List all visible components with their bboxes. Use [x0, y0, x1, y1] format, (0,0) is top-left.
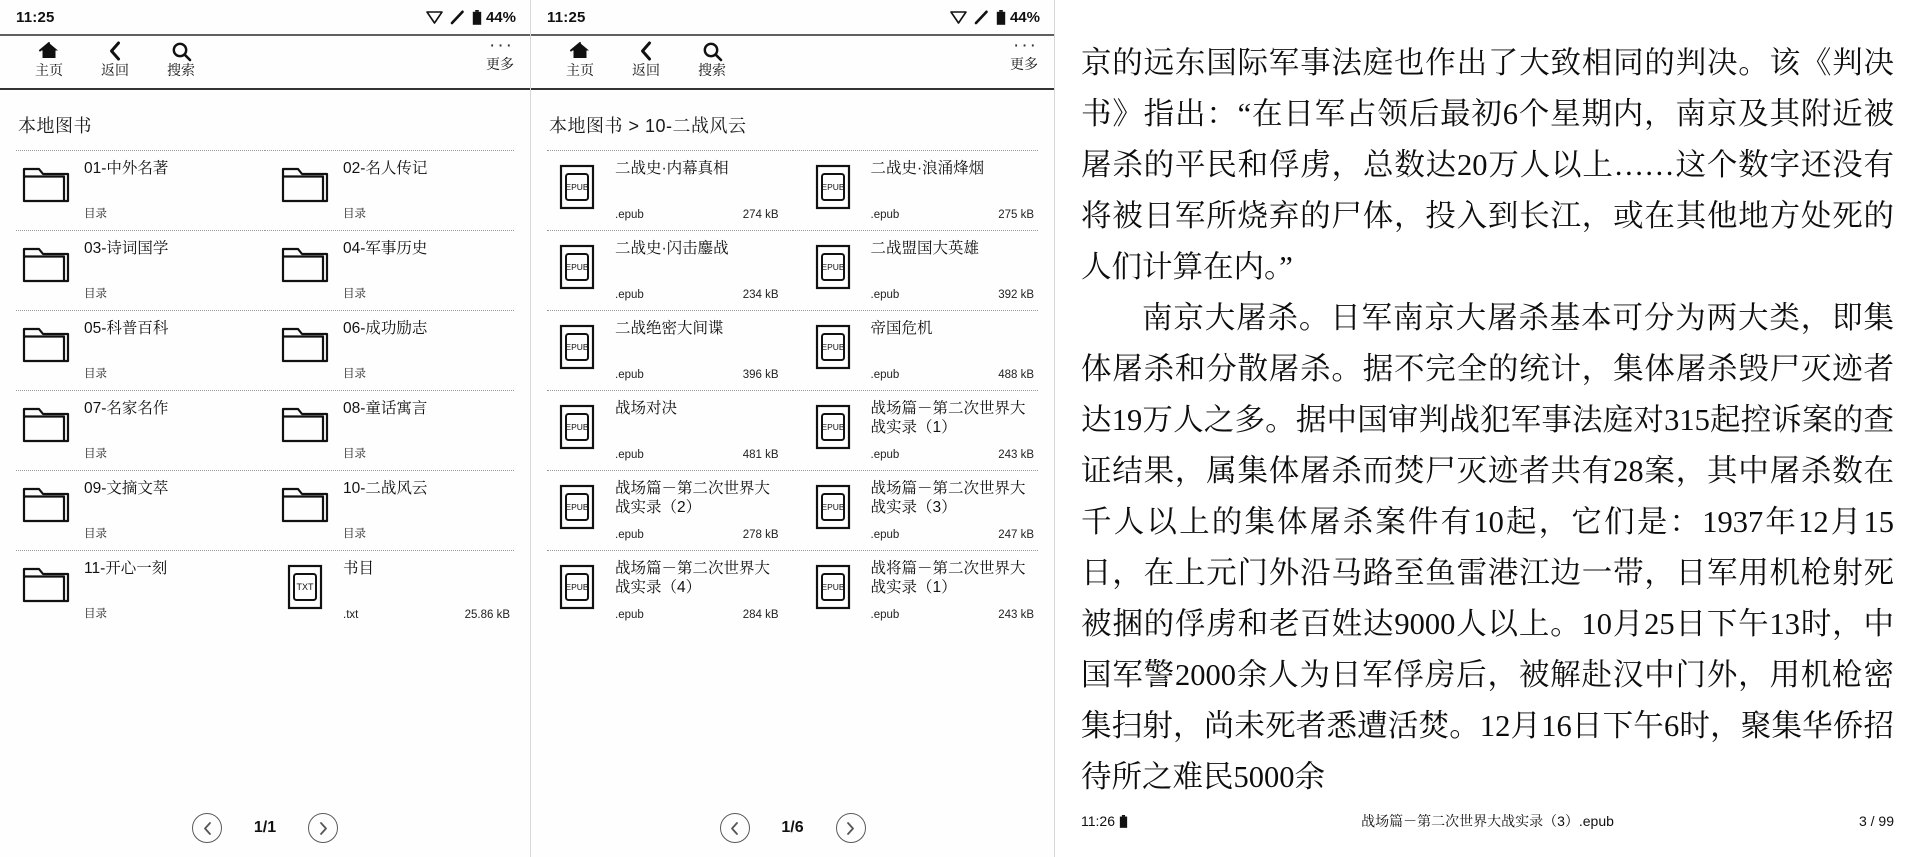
file-name: 战场篇－第二次世界大战实录（3）: [870, 480, 1026, 516]
file-size: 392 kB: [998, 289, 1034, 301]
reader-text: [1081, 0, 1894, 799]
file-meta: [343, 435, 510, 461]
file-type: 目录: [84, 288, 107, 300]
file-meta: [615, 359, 779, 381]
file-item-body: [615, 160, 779, 221]
file-item-body: [615, 240, 779, 301]
reader-footer-left: [1081, 813, 1281, 829]
folder-icon: [22, 564, 70, 604]
epub-file-icon: [815, 484, 851, 530]
file-item-body: [343, 240, 510, 301]
file-meta: [84, 435, 251, 461]
folder-icon: [22, 404, 70, 444]
folder-icon: [22, 484, 70, 524]
prev-page-button[interactable]: [720, 813, 750, 843]
file-name: 04-军事历史: [343, 240, 428, 257]
pagination: [531, 813, 1054, 843]
file-icon-wrap: [20, 480, 72, 524]
file-meta: [615, 199, 779, 221]
svg-text:EPUB: EPUB: [820, 502, 845, 512]
file-meta: [871, 599, 1035, 621]
prev-page-button[interactable]: [192, 813, 222, 843]
file-item-body: [84, 240, 251, 301]
pen-icon: [450, 10, 465, 25]
file-name: 二战史·内幕真相: [615, 160, 729, 177]
file-icon-wrap: [551, 240, 603, 290]
file-icon-wrap: [279, 160, 331, 204]
file-grid: [547, 150, 1038, 630]
folder-icon: [281, 164, 329, 204]
file-item[interactable]: [793, 550, 1039, 630]
file-meta: [343, 355, 510, 381]
file-icon-wrap: [807, 160, 859, 210]
file-item[interactable]: [793, 470, 1039, 550]
epub-file-icon: [815, 404, 851, 450]
next-page-button[interactable]: [308, 813, 338, 843]
reader-footer: [1081, 799, 1894, 857]
folder-icon: [22, 244, 70, 284]
file-type: .epub: [870, 369, 900, 381]
file-item[interactable]: [16, 230, 265, 310]
content-area: [0, 90, 530, 857]
file-type: 目录: [84, 608, 107, 620]
file-meta: [343, 275, 510, 301]
file-meta: [84, 355, 251, 381]
file-name: 02-名人传记: [343, 160, 428, 177]
file-grid: [16, 150, 514, 630]
file-name: 战将篇－第二次世界大战实录（1）: [870, 560, 1026, 596]
file-item-body: [615, 320, 779, 381]
file-meta: [343, 599, 510, 621]
status-icons: [426, 9, 516, 26]
file-meta: [871, 439, 1035, 461]
toolbar-item-back-label: 返回: [632, 62, 660, 78]
battery-icon: [1119, 815, 1128, 828]
file-meta: [871, 519, 1035, 541]
file-type: .txt: [343, 609, 359, 621]
file-icon-wrap: [20, 320, 72, 364]
file-item[interactable]: [547, 390, 793, 470]
battery-percent: 44%: [485, 8, 516, 26]
file-icon-wrap: [279, 400, 331, 444]
file-icon-wrap: [807, 240, 859, 290]
file-item[interactable]: [265, 310, 514, 390]
file-item-body: [343, 480, 510, 541]
svg-text:EPUB: EPUB: [565, 502, 589, 512]
toolbar-item-more-label: 更多: [1010, 56, 1038, 72]
file-item[interactable]: [265, 550, 514, 630]
content-area: [531, 90, 1054, 857]
toolbar: [0, 34, 530, 90]
file-size: 274 kB: [742, 209, 779, 221]
toolbar-item-more[interactable]: [1010, 35, 1038, 74]
toolbar-item-search[interactable]: [148, 40, 214, 77]
epub-file-icon: [559, 324, 595, 370]
file-type: .epub: [870, 529, 900, 541]
txt-file-icon: [287, 564, 323, 610]
file-icon-wrap: [20, 400, 72, 444]
epub-file-icon: [559, 404, 595, 450]
status-clock: 11:25: [547, 8, 586, 26]
folder-icon: [22, 164, 70, 204]
toolbar-item-search-label: 搜索: [167, 62, 195, 78]
file-item-body: [871, 320, 1035, 381]
file-name: 07-名家名作: [84, 400, 169, 417]
file-name: 战场对决: [615, 400, 678, 417]
svg-text:EPUB: EPUB: [820, 342, 845, 352]
breadcrumb: 本地图书 > 10-二战风云: [549, 116, 747, 136]
file-item-body: [615, 480, 779, 541]
reader-progress: 3 / 99: [1858, 813, 1894, 829]
file-item[interactable]: [16, 150, 265, 230]
file-size: 234 kB: [742, 289, 779, 301]
file-item-body: [871, 400, 1035, 461]
file-type: 目录: [343, 288, 366, 300]
file-item[interactable]: [265, 150, 514, 230]
file-size: 488 kB: [998, 369, 1034, 381]
status-bar: [531, 0, 1054, 34]
file-item[interactable]: [547, 550, 793, 630]
file-item[interactable]: [547, 150, 793, 230]
file-icon-wrap: [551, 400, 603, 450]
status-icons: [950, 9, 1040, 26]
reader-paragraph: 京的远东国际军事法庭也作出了大致相同的判决。该《判决书》指出：“在日军占领后最初6个星期内，南京及其附近被屠杀的平民和俘虏，总数达20万人以上……这个数字还没有将被日军所烧弃的尸体，投入到长江，或在其他地方处死的人们计算在内。”: [1081, 46, 1894, 284]
file-name: 帝国危机: [870, 320, 933, 337]
file-type: 目录: [343, 208, 366, 220]
folder-icon: [281, 484, 329, 524]
file-item[interactable]: [16, 310, 265, 390]
file-size: 243 kB: [998, 609, 1034, 621]
file-type: 目录: [84, 528, 107, 540]
file-item-body: [84, 480, 251, 541]
file-type: 目录: [84, 368, 107, 380]
file-type: .epub: [615, 529, 644, 541]
file-item[interactable]: [793, 150, 1039, 230]
toolbar: [531, 34, 1054, 90]
file-name: 战场篇－第二次世界大战实录（1）: [870, 400, 1026, 436]
epub-file-icon: [815, 324, 851, 370]
file-item[interactable]: [265, 390, 514, 470]
file-meta: [615, 439, 779, 461]
svg-text:EPUB: EPUB: [565, 182, 589, 192]
search-icon: [702, 40, 723, 62]
file-icon-wrap: [279, 560, 331, 610]
svg-text:EPUB: EPUB: [820, 582, 845, 592]
file-item-body: [871, 560, 1035, 621]
file-name: 战场篇－第二次世界大战实录（4）: [615, 560, 771, 596]
file-icon-wrap: [20, 560, 72, 604]
file-item-body: [871, 240, 1035, 301]
home-icon: [569, 40, 591, 62]
file-size: 25.86 kB: [464, 609, 510, 621]
file-item[interactable]: [793, 230, 1039, 310]
epub-file-icon: [559, 564, 595, 610]
wifi-icon: [950, 10, 967, 24]
file-item-body: [84, 400, 251, 461]
folder-icon: [22, 324, 70, 364]
file-item[interactable]: [793, 310, 1039, 390]
ellipsis-icon: ···: [489, 35, 514, 56]
file-icon-wrap: [807, 400, 859, 450]
toolbar-item-back-label: 返回: [101, 62, 129, 78]
file-name: 二战绝密大间谍: [615, 320, 724, 337]
file-size: 481 kB: [742, 449, 779, 461]
epub-file-icon: [559, 164, 595, 210]
file-type: .epub: [870, 449, 900, 461]
file-item-body: [871, 160, 1035, 221]
status-bar: [0, 0, 530, 34]
file-item-body: [343, 400, 510, 461]
file-item-body: [343, 160, 510, 221]
epub-file-icon: [559, 244, 595, 290]
folder-icon: [281, 404, 329, 444]
file-item-body: [343, 560, 510, 621]
file-item[interactable]: [547, 230, 793, 310]
toolbar-item-home[interactable]: [547, 40, 613, 77]
toolbar-item-home-label: 主页: [35, 62, 63, 78]
svg-text:EPUB: EPUB: [565, 342, 589, 352]
wifi-icon: [426, 10, 443, 24]
folder-icon: [281, 324, 329, 364]
file-size: 278 kB: [742, 529, 779, 541]
file-item-body: [84, 560, 251, 621]
back-chevron-icon: [637, 40, 655, 62]
file-icon-wrap: [551, 560, 603, 610]
file-icon-wrap: [551, 480, 603, 530]
file-icon-wrap: [551, 320, 603, 370]
file-name: 01-中外名著: [84, 160, 169, 177]
battery-icon: [996, 10, 1006, 25]
search-icon: [171, 40, 192, 62]
svg-text:EPUB: EPUB: [565, 582, 589, 592]
file-type: .epub: [615, 609, 644, 621]
file-type: .epub: [615, 369, 644, 381]
file-icon-wrap: [20, 160, 72, 204]
file-item[interactable]: [16, 390, 265, 470]
battery-icon: [472, 10, 482, 25]
epub-file-icon: [815, 564, 851, 610]
file-type: .epub: [870, 609, 900, 621]
file-icon-wrap: [279, 480, 331, 524]
status-clock: 11:25: [16, 8, 55, 26]
file-type: .epub: [615, 209, 644, 221]
file-meta: [615, 279, 779, 301]
file-name: 书目: [343, 560, 375, 577]
file-item-body: [615, 400, 779, 461]
reader-paragraph: 南京大屠杀。日军南京大屠杀基本可分为两大类，即集体屠杀和分散屠杀。据不完全的统计，集体屠杀毁尸灭迹者达19万人之多。据中国审判战犯军事法庭对315起控诉案的查证结果，属集体屠杀而焚尸灭迹者共有28案，其中屠杀数在千人以上的集体屠杀案件有10起，它们是：1937年12月15日，在上元门外沿马路至鱼雷港江边一带，日军用机枪射死被捆的俘虏和老百姓达9000人以上。10月25日下午13时，中国军警2000余人为日军俘房后，被解赴汉中门外，用机枪密集扫射，尚未死者悉遭活焚。12月16日下午6时，聚集华侨招待所之难民5000余: [1081, 301, 1894, 794]
battery-percent: 44%: [1009, 8, 1040, 26]
file-item-body: [871, 480, 1035, 541]
file-type: .epub: [870, 289, 900, 301]
ellipsis-icon: ···: [1013, 35, 1038, 56]
file-size: 243 kB: [998, 449, 1034, 461]
file-type: .epub: [870, 209, 900, 221]
toolbar-item-home[interactable]: [16, 40, 82, 77]
file-meta: [84, 515, 251, 541]
file-name: 10-二战风云: [343, 480, 428, 497]
toolbar-item-back[interactable]: [82, 40, 148, 77]
file-browser-panel-folder: [531, 0, 1055, 857]
page-title: 本地图书: [18, 116, 92, 136]
epub-file-icon: [559, 484, 595, 530]
folder-icon: [281, 244, 329, 284]
file-browser-panel-root: [0, 0, 531, 857]
file-meta: [84, 595, 251, 621]
file-item-body: [615, 560, 779, 621]
reader-clock: 11:26: [1081, 813, 1115, 829]
file-type: .epub: [615, 289, 644, 301]
svg-text:EPUB: EPUB: [820, 422, 845, 432]
file-item[interactable]: [547, 470, 793, 550]
file-icon-wrap: [551, 160, 603, 210]
file-name: 03-诗词国学: [84, 240, 169, 257]
file-meta: [84, 195, 251, 221]
toolbar-item-more-label: 更多: [486, 56, 514, 72]
file-item[interactable]: [16, 470, 265, 550]
file-name: 战场篇－第二次世界大战实录（2）: [615, 480, 771, 516]
next-page-button[interactable]: [836, 813, 866, 843]
page-indicator: 1/6: [781, 819, 804, 836]
file-meta: [871, 279, 1035, 301]
file-name: 二战盟国大英雄: [870, 240, 980, 257]
file-name: 08-童话寓言: [343, 400, 428, 417]
file-meta: [615, 599, 779, 621]
toolbar-item-more[interactable]: [486, 35, 514, 74]
file-size: 275 kB: [998, 209, 1034, 221]
file-icon-wrap: [807, 560, 859, 610]
file-icon-wrap: [20, 240, 72, 284]
file-meta: [343, 195, 510, 221]
file-item-body: [84, 320, 251, 381]
file-type: 目录: [343, 528, 366, 540]
file-icon-wrap: [807, 320, 859, 370]
pen-icon: [974, 10, 989, 25]
reader-filename: 战场篇－第二次世界大战实录（3）.epub: [1361, 813, 1614, 829]
file-name: 11-开心一刻: [84, 560, 168, 577]
file-meta: [871, 199, 1035, 221]
reader-panel: [1055, 0, 1920, 857]
file-type: 目录: [343, 368, 366, 380]
file-size: 284 kB: [742, 609, 779, 621]
file-name: 二战史·浪涌烽烟: [870, 160, 985, 177]
file-meta: [343, 515, 510, 541]
file-icon-wrap: [279, 240, 331, 284]
file-name: 二战史·闪击鏖战: [615, 240, 729, 257]
file-meta: [871, 359, 1035, 381]
file-item[interactable]: [16, 550, 265, 630]
toolbar-item-back[interactable]: [613, 40, 679, 77]
file-type: 目录: [84, 448, 107, 460]
file-size: 396 kB: [742, 369, 779, 381]
file-meta: [615, 519, 779, 541]
file-item[interactable]: [265, 230, 514, 310]
pagination: [0, 813, 530, 843]
file-name: 06-成功励志: [343, 320, 428, 337]
file-item-body: [343, 320, 510, 381]
file-type: 目录: [343, 448, 366, 460]
epub-file-icon: [815, 164, 851, 210]
file-icon-wrap: [279, 320, 331, 364]
svg-text:TXT: TXT: [296, 582, 314, 592]
file-icon-wrap: [807, 480, 859, 530]
file-item[interactable]: [547, 310, 793, 390]
file-type: .epub: [615, 449, 644, 461]
file-size: 247 kB: [998, 529, 1034, 541]
toolbar-item-home-label: 主页: [566, 62, 594, 78]
svg-text:EPUB: EPUB: [820, 262, 845, 272]
back-chevron-icon: [106, 40, 124, 62]
home-icon: [38, 40, 60, 62]
page-indicator: 1/1: [253, 819, 277, 836]
file-item[interactable]: [793, 390, 1039, 470]
svg-text:EPUB: EPUB: [820, 182, 845, 192]
toolbar-item-search[interactable]: [679, 40, 745, 77]
toolbar-item-search-label: 搜索: [698, 62, 726, 78]
file-item[interactable]: [265, 470, 514, 550]
svg-text:EPUB: EPUB: [565, 262, 589, 272]
svg-text:EPUB: EPUB: [565, 422, 589, 432]
file-item-body: [84, 160, 251, 221]
file-name: 05-科普百科: [84, 320, 169, 337]
file-name: 09-文摘文萃: [84, 480, 169, 497]
file-type: 目录: [84, 208, 107, 220]
file-meta: [84, 275, 251, 301]
epub-file-icon: [815, 244, 851, 290]
